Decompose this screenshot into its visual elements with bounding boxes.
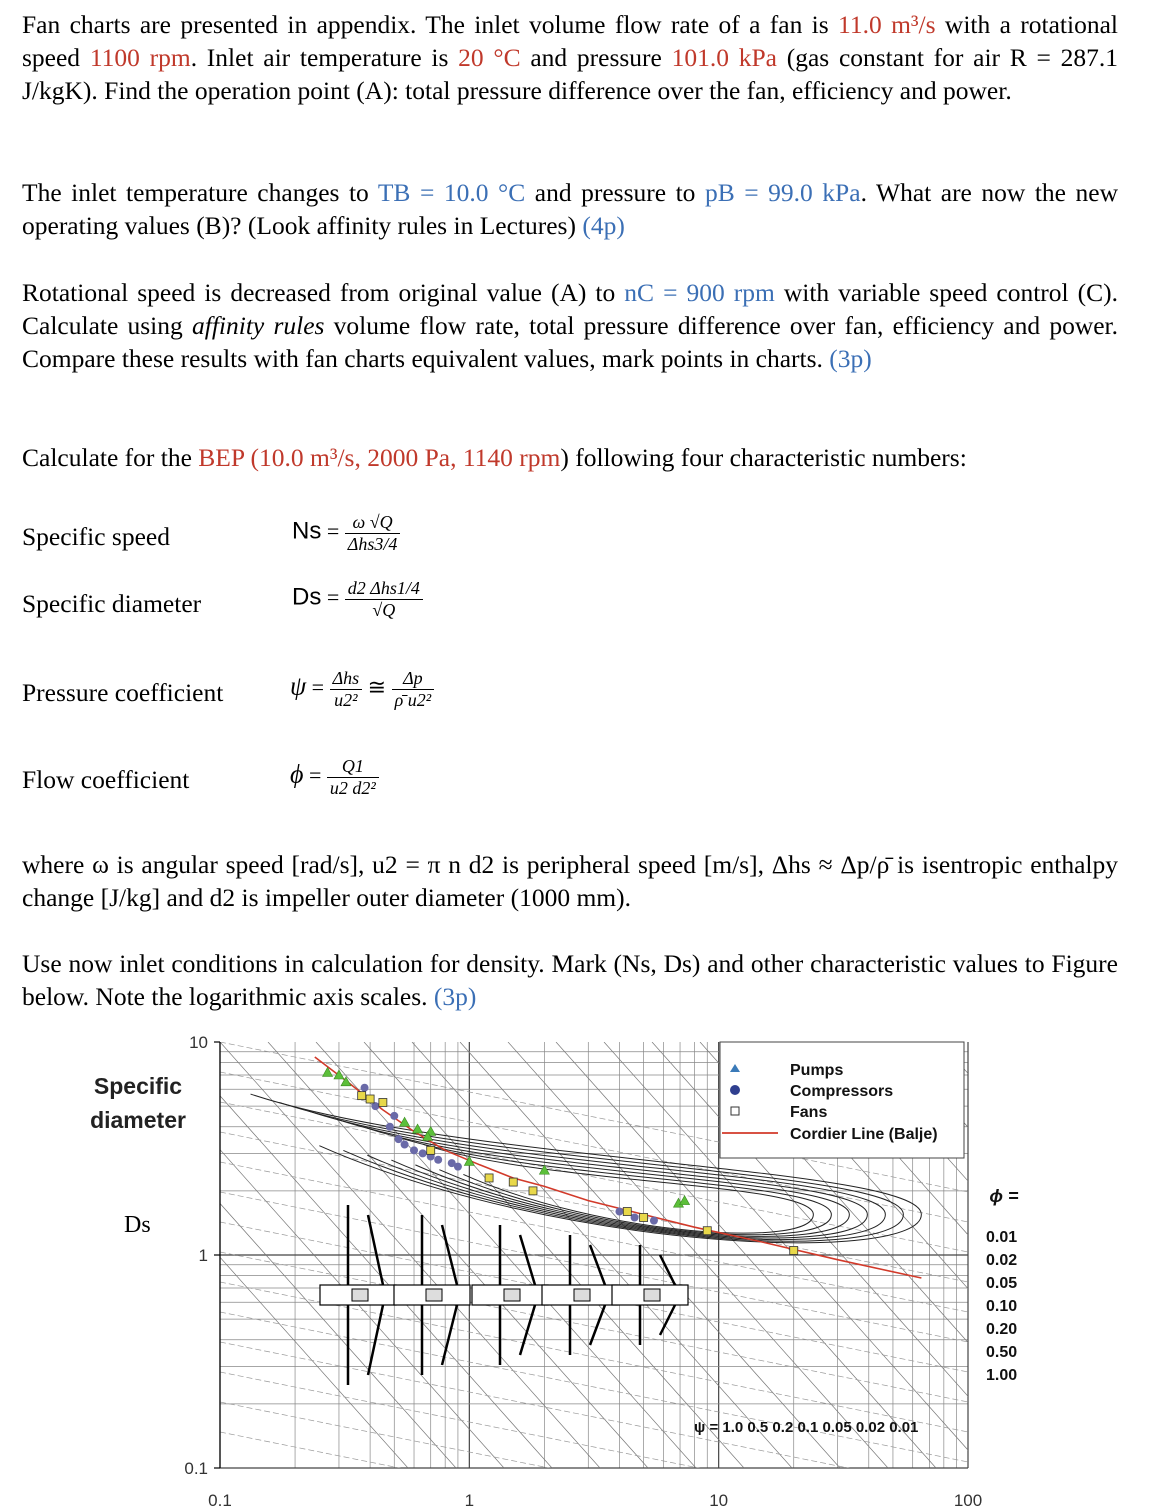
phi-value-label: 0.01: [986, 1229, 1018, 1246]
chart-legend: [720, 1042, 964, 1158]
fan-point: [427, 1146, 435, 1154]
phi-line: [220, 1342, 968, 1492]
impeller-3: [472, 1225, 548, 1365]
marking-instruction-paragraph: [22, 947, 1118, 1013]
psi-denominator-1: u2²: [334, 690, 358, 710]
impeller-hub: [574, 1289, 590, 1301]
text: Rotational speed is decreased from original value (A) to: [22, 278, 625, 307]
impeller-hub: [352, 1289, 368, 1301]
impeller-5: [612, 1245, 688, 1345]
ds-fraction: [345, 578, 423, 621]
psi-fraction-2: [392, 668, 435, 711]
fan-point: [623, 1208, 631, 1216]
flow-rate-value: 11.0 m³/s: [838, 10, 936, 39]
points-c: (3p): [829, 344, 872, 373]
pump-point: [464, 1156, 474, 1165]
text: with variable speed control (C). Calculate using: [22, 278, 1118, 340]
legend-label: Cordier Line (Balje): [790, 1126, 938, 1143]
phi-value-label: 1.00: [986, 1367, 1018, 1384]
ns-fraction: [345, 512, 401, 555]
definitions-paragraph: where ω is angular speed [rad/s], u2 = π n d2 is peripheral speed [m/s], Δhs ≈ Δp/ρ̄ is isentropic enthalpy change [J/kg] and d2 is impeller outer diameter (1000 mm).: [22, 850, 1118, 912]
fan-point: [485, 1174, 493, 1182]
temperature-value: 20 °C: [458, 43, 521, 72]
equals: =: [326, 584, 345, 610]
x-tick-label: 0.1: [208, 1491, 232, 1510]
fan-point: [366, 1095, 374, 1103]
legend-label: Pumps: [790, 1062, 844, 1079]
psi-line: [1036, 1042, 1174, 1468]
label-specific-speed: Specific speed: [22, 522, 170, 551]
pressure-value: 101.0 kPa: [671, 43, 777, 72]
ds-symbol: Ds: [292, 583, 322, 611]
psi-denominator-2: ρ̄ u2²: [394, 690, 432, 710]
points-b: (4p): [582, 211, 625, 240]
affinity-rules-term: affinity rules: [191, 311, 325, 340]
compressor-point: [434, 1156, 442, 1164]
formula-flow-coefficient: [290, 756, 379, 799]
text: . What are now the new operating values (B)? (Look affinity rules in Lectures): [22, 178, 1119, 240]
fan-point: [703, 1227, 711, 1235]
phi-value-label: 0.10: [986, 1298, 1018, 1315]
phi-numerator: Q1: [327, 756, 379, 778]
impeller-hub: [644, 1289, 660, 1301]
psi-symbol: ψ: [290, 671, 307, 701]
label-flow-coefficient: Flow coefficient: [22, 765, 190, 794]
phi-value-label: 0.05: [986, 1275, 1018, 1292]
equals: =: [308, 762, 327, 788]
compressor-point: [410, 1146, 418, 1154]
problem-paragraph-3: [22, 276, 1118, 375]
text: and pressure to: [525, 178, 705, 207]
compressor-point: [390, 1112, 398, 1120]
text: Use now inlet conditions in calculation for density. Mark (Ns, Ds) and other characteristic values to Figure below. Note the logarithmic axis scales.: [22, 949, 1118, 1011]
legend-label: Compressors: [790, 1083, 894, 1100]
points-marking: (3p): [433, 982, 477, 1011]
formula-pressure-coefficient: [290, 668, 434, 711]
ns-numerator: ω √Q: [345, 512, 401, 534]
fan-point: [640, 1213, 648, 1221]
psi-values-label: ψ = 1.0 0.5 0.2 0.1 0.05 0.02 0.01: [694, 1419, 919, 1436]
impeller-4: [542, 1235, 618, 1355]
legend-marker-compressors: [730, 1085, 740, 1095]
text: and pressure: [520, 43, 672, 72]
text: Fan charts are presented in appendix. The inlet volume flow rate of a fan is: [22, 10, 839, 39]
phi-line: [220, 1432, 968, 1512]
fan-point: [790, 1246, 798, 1254]
speed-c-value: nC = 900 rpm: [624, 278, 775, 307]
formula-specific-diameter: [292, 578, 423, 621]
phi-line: [220, 1372, 968, 1512]
psi-numerator-1: Δhs: [330, 668, 363, 690]
phi-symbol: ϕ: [290, 759, 304, 789]
problem-paragraph-1: [22, 8, 1118, 107]
phi-value-label: 0.20: [986, 1321, 1018, 1338]
phi-value-label: 0.02: [986, 1252, 1018, 1269]
y-tick-label: 10: [189, 1033, 208, 1052]
text: with a rotational speed: [22, 10, 1118, 72]
y-axis-title-line1: Specific: [93, 1073, 183, 1099]
y-axis-symbol: Ds: [124, 1212, 151, 1238]
approx-equals: ≅: [367, 674, 392, 700]
equals: =: [326, 518, 345, 544]
problem-paragraph-4: [22, 441, 1118, 474]
fan-point: [509, 1178, 517, 1186]
compressor-point: [615, 1208, 623, 1216]
fan-point: [529, 1187, 537, 1195]
psi-line: [940, 1042, 1174, 1468]
text: (gas constant for air R = 287.1 J/kgK). Find the operation point (A): total pressure difference over the fan, efficiency and power.: [22, 43, 1119, 105]
bep-value: BEP (10.0 m³/s, 2000 Pa, 1140 rpm: [198, 443, 561, 472]
x-tick-label: 10: [709, 1491, 729, 1510]
psi-fraction-1: [330, 668, 363, 711]
text: The inlet temperature changes to: [22, 178, 378, 207]
phi-denominator: u2 d2²: [329, 778, 376, 798]
text: volume flow rate, total pressure difference over fan, efficiency and power. Compare these results with fan charts equivalent values, mark points in charts.: [22, 311, 1119, 373]
impeller-drawings: [320, 1205, 688, 1385]
fan-point: [379, 1098, 387, 1106]
compressor-point: [419, 1149, 427, 1157]
ds-numerator: d2 Δhs1/4: [345, 578, 423, 600]
psi-numerator-2: Δp: [392, 668, 435, 690]
x-tick-label: 100: [953, 1491, 983, 1510]
phi-fraction: [327, 756, 379, 799]
text: . Inlet air temperature is: [190, 43, 459, 72]
speed-value: 1100 rpm: [89, 43, 191, 72]
problem-paragraph-2: [22, 176, 1118, 242]
phi-title: ϕ =: [989, 1186, 1019, 1206]
compressor-point: [386, 1123, 394, 1131]
phi-line: [220, 1252, 968, 1402]
text: ) following four characteristic numbers:: [560, 443, 967, 472]
legend-label: Fans: [790, 1104, 828, 1121]
y-tick-label: 0.1: [184, 1459, 208, 1478]
compressor-point: [395, 1135, 403, 1143]
phi-line: [220, 1192, 968, 1342]
compressor-point: [454, 1163, 462, 1171]
compressor-point: [650, 1217, 658, 1225]
temperature-b-value: TB = 10.0 °C: [377, 178, 526, 207]
ns-symbol: Ns: [292, 517, 322, 545]
pressure-b-value: pB = 99.0 kPa: [704, 178, 861, 207]
formula-specific-speed: [292, 512, 400, 555]
impeller-hub: [426, 1289, 442, 1301]
impeller-hub: [504, 1289, 520, 1301]
phi-value-label: 0.50: [986, 1344, 1018, 1361]
pump-point: [680, 1196, 690, 1205]
legend-marker-fans: [731, 1107, 739, 1115]
compressor-point: [401, 1141, 409, 1149]
ns-denominator: Δhs3/4: [347, 534, 398, 554]
compressor-point: [361, 1084, 369, 1092]
x-tick-label: 1: [464, 1491, 475, 1510]
impeller-2: [394, 1215, 470, 1375]
ds-denominator: √Q: [372, 600, 396, 620]
y-tick-label: 1: [198, 1246, 208, 1265]
cordier-diagram: [0, 1020, 1174, 1512]
label-specific-diameter: Specific diameter: [22, 589, 202, 618]
fan-point: [358, 1092, 366, 1100]
text: Calculate for the: [22, 443, 199, 472]
equals: =: [311, 674, 330, 700]
y-axis-title-line2: diameter: [90, 1107, 186, 1133]
compressor-point: [631, 1213, 639, 1221]
label-pressure-coefficient: Pressure coefficient: [22, 678, 224, 707]
